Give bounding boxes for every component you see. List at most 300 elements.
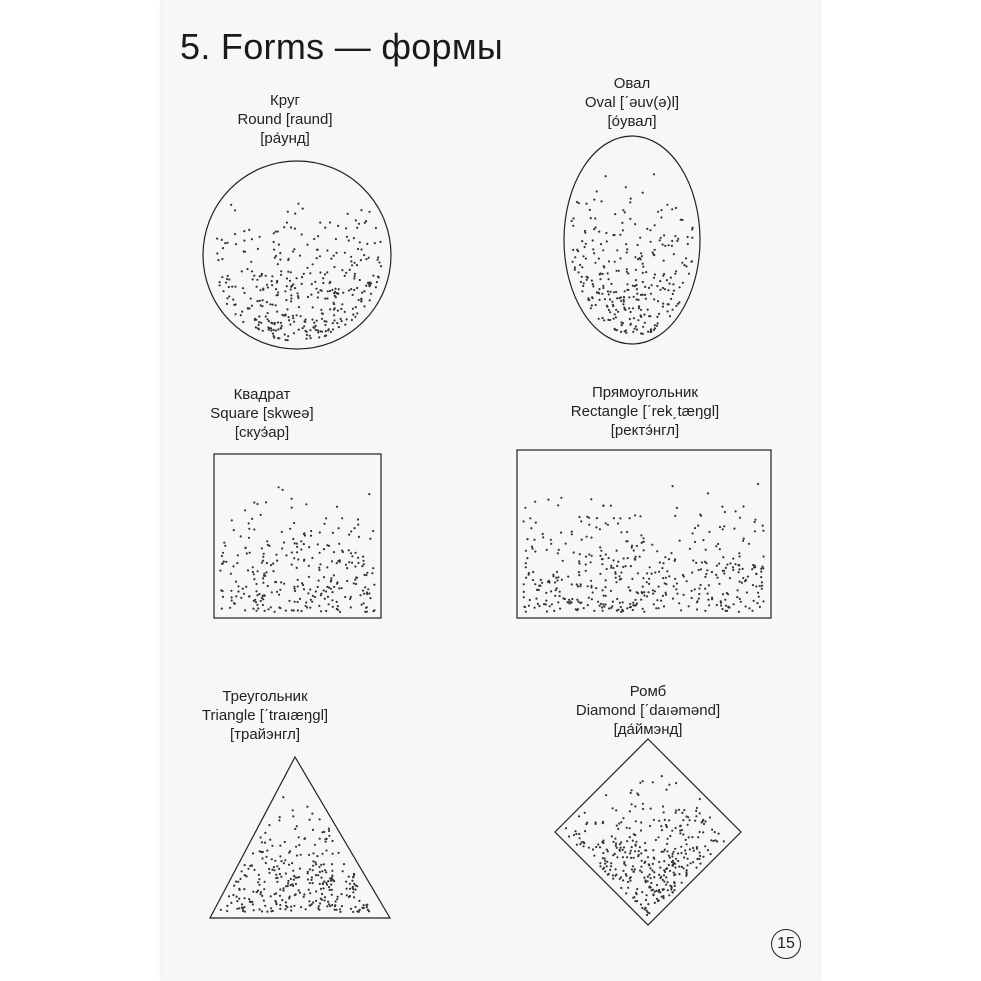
square-dot (348, 561, 350, 563)
round-dot (277, 328, 279, 330)
diamond-dot (634, 850, 636, 852)
square-dot (338, 543, 340, 545)
square-dot (233, 602, 235, 604)
triangle-dot (329, 889, 331, 891)
rectangle-dot (673, 585, 675, 587)
triangle-dot (282, 796, 284, 798)
diamond-dot (698, 851, 700, 853)
diamond-dot (671, 855, 673, 857)
square-dot (248, 528, 250, 530)
square-dot (336, 581, 338, 583)
oval-dot (640, 332, 642, 334)
diamond-dot (680, 825, 682, 827)
triangle-dot (284, 908, 286, 910)
oval-dot (574, 266, 576, 268)
triangle-dot (268, 872, 270, 874)
round-dot (337, 225, 339, 227)
round-dot (262, 330, 264, 332)
oval-dot (642, 266, 644, 268)
oval-dot (671, 240, 673, 242)
triangle-dot (287, 885, 289, 887)
triangle-dot (244, 874, 246, 876)
diamond-dot (664, 819, 666, 821)
diamond-dot (644, 879, 646, 881)
triangle-dot (226, 910, 228, 912)
round-dot (313, 327, 315, 329)
rectangle-dot (629, 603, 631, 605)
triangle-dot (331, 878, 333, 880)
oval-dot (606, 306, 608, 308)
diamond-dot (662, 895, 664, 897)
round-dot (296, 292, 298, 294)
round-dot (352, 308, 354, 310)
square-dot (318, 567, 320, 569)
rectangle-dot (535, 598, 537, 600)
round-dot (280, 270, 282, 272)
triangle-dot (279, 908, 281, 910)
square-dot (249, 595, 251, 597)
square-dot (318, 580, 320, 582)
diamond-dot (665, 824, 667, 826)
triangle-dot (290, 878, 292, 880)
rectangle-dot (642, 537, 644, 539)
square-dot (300, 548, 302, 550)
rectangle-dot (564, 598, 566, 600)
triangle-dot (294, 894, 296, 896)
triangle-dot (319, 871, 321, 873)
square-dot (333, 551, 335, 553)
diamond-dot (681, 882, 683, 884)
triangle-dot (296, 877, 298, 879)
round-dot (273, 337, 275, 339)
rectangle-dot (727, 606, 729, 608)
diamond-dot (633, 896, 635, 898)
diamond-dot (684, 849, 686, 851)
triangle-dot (246, 875, 248, 877)
oval-dot (581, 276, 583, 278)
rectangle-dot (696, 600, 698, 602)
diamond-dot (669, 857, 671, 859)
round-dot (286, 222, 288, 224)
oval-dot (688, 273, 690, 275)
rectangle-dot (578, 571, 580, 573)
square-dot (261, 547, 263, 549)
oval-dot (599, 273, 601, 275)
diamond-dot (632, 897, 634, 899)
rectangle-dot (763, 555, 765, 557)
triangle-dot (331, 889, 333, 891)
triangle-dot (309, 868, 311, 870)
diamond-dot (686, 864, 688, 866)
triangle-dot (303, 893, 305, 895)
oval-dot (620, 331, 622, 333)
round-dot (226, 242, 228, 244)
square-dot (319, 531, 321, 533)
diamond-dot (696, 848, 698, 850)
round-dot (275, 330, 277, 332)
triangle-dot (279, 816, 281, 818)
square-dot (330, 577, 332, 579)
triangle-dot (250, 865, 252, 867)
square-dot (263, 553, 265, 555)
diamond-dot (702, 820, 704, 822)
diamond-dot (704, 820, 706, 822)
diamond-dot (637, 794, 639, 796)
triangle-dot (334, 904, 336, 906)
oval-dot (660, 237, 662, 239)
rectangle-dot (541, 582, 543, 584)
square-dot (293, 609, 295, 611)
triangle-dot (279, 845, 281, 847)
rectangle-dot (642, 586, 644, 588)
square-dot (356, 577, 358, 579)
oval-dot (668, 303, 670, 305)
round-dot (216, 238, 218, 240)
triangle-dot (243, 888, 245, 890)
round-dot (230, 204, 232, 206)
oval-dot (669, 283, 671, 285)
oval-dot (622, 229, 624, 231)
oval-dot (657, 300, 659, 302)
oval-dot (615, 309, 617, 311)
diamond-dot (650, 808, 652, 810)
oval-dot (691, 237, 693, 239)
diamond-dot (631, 803, 633, 805)
rectangle-dot (550, 539, 552, 541)
oval-dot (622, 209, 624, 211)
rectangle-dot (631, 547, 633, 549)
rectangle-dot (556, 579, 558, 581)
rectangle-dot (525, 566, 527, 568)
square-dot (291, 551, 293, 553)
rectangle-dot (668, 558, 670, 560)
square-dot (346, 580, 348, 582)
triangle-dot (293, 905, 295, 907)
triangle-dot (352, 911, 354, 913)
diamond-dot (634, 900, 636, 902)
round-dot (334, 307, 336, 309)
oval-dot (640, 314, 642, 316)
oval-dot (624, 308, 626, 310)
triangle-dot (248, 898, 250, 900)
oval-dot (599, 272, 601, 274)
square-dot (222, 596, 224, 598)
triangle-dot (322, 882, 324, 884)
oval-dot (590, 307, 592, 309)
rectangle-dot (577, 601, 579, 603)
oval-dot (650, 331, 652, 333)
square-dot (222, 552, 224, 554)
oval-dot (664, 245, 666, 247)
rectangle-dot (704, 576, 706, 578)
rectangle-dot (595, 587, 597, 589)
square-dot (240, 597, 242, 599)
oval-dot (620, 296, 622, 298)
oval-dot (642, 192, 644, 194)
diamond-dot (614, 853, 616, 855)
round-dot (293, 321, 295, 323)
diamond-dot (663, 874, 665, 876)
oval-dot (657, 211, 659, 213)
oval-dot (662, 303, 664, 305)
rectangle-dot (605, 579, 607, 581)
diamond-dot (658, 861, 660, 863)
round-dot (319, 222, 321, 224)
rectangle-dot (662, 595, 664, 597)
rectangle-dot (737, 589, 739, 591)
diamond-dot (692, 861, 694, 863)
rectangle-dot (634, 605, 636, 607)
diamond-dot (639, 782, 641, 784)
square-dot (247, 569, 249, 571)
square-dot (308, 546, 310, 548)
round-dot (276, 281, 278, 283)
triangle-dot (298, 836, 300, 838)
rectangle-dot (550, 543, 552, 545)
diamond-dot (583, 842, 585, 844)
diamond-dot (642, 780, 644, 782)
round-dot (344, 324, 346, 326)
diamond-dot (663, 869, 665, 871)
oval-dot (691, 260, 693, 262)
round-dot (258, 324, 260, 326)
oval-dot (609, 311, 611, 313)
diamond-dot (608, 873, 610, 875)
diamond-dot (672, 891, 674, 893)
rectangle-dot (674, 560, 676, 562)
round-dot (266, 301, 268, 303)
rectangle-dot (620, 611, 622, 613)
round-dot (377, 256, 379, 258)
oval-dot (673, 290, 675, 292)
diamond-dot (667, 838, 669, 840)
diamond-dot (595, 823, 597, 825)
rectangle-dot (761, 588, 763, 590)
square-dot (274, 581, 276, 583)
rectangle-dot (532, 548, 534, 550)
rectangle-dot (708, 584, 710, 586)
square-dot (341, 517, 343, 519)
oval-dot (671, 208, 673, 210)
square-dot (262, 604, 264, 606)
triangle-dot (320, 864, 322, 866)
diamond-dot (663, 811, 665, 813)
square-dot (305, 503, 307, 505)
rectangle-dot (588, 553, 590, 555)
oval-dot (647, 331, 649, 333)
square-dot (255, 590, 257, 592)
oval-dot (646, 228, 648, 230)
square-dot (253, 528, 255, 530)
diamond-dot (685, 853, 687, 855)
diamond-dot (612, 878, 614, 880)
triangle-dot (331, 875, 333, 877)
round-dot (356, 227, 358, 229)
triangle-dot (285, 885, 287, 887)
diamond-dot (669, 870, 671, 872)
oval-dot (672, 293, 674, 295)
rectangle-dot (753, 600, 755, 602)
triangle-dot (329, 877, 331, 879)
square-dot (258, 593, 260, 595)
round-dot (324, 324, 326, 326)
square-dot (219, 570, 221, 572)
rectangle-dot (536, 589, 538, 591)
rectangle-shape (517, 450, 771, 618)
round-dot (253, 275, 255, 277)
square-dot (312, 595, 314, 597)
round-dot (285, 314, 287, 316)
diamond-dot (665, 789, 667, 791)
triangle-label-ru: Треугольник (222, 688, 308, 705)
diamond-dot (641, 871, 643, 873)
rectangle-dot (754, 566, 756, 568)
round-dot (349, 269, 351, 271)
diamond-dot (681, 829, 683, 831)
triangle-dot (325, 841, 327, 843)
diamond-dot (661, 851, 663, 853)
square-dot (268, 545, 270, 547)
diamond-dot (588, 847, 590, 849)
rectangle-dot (538, 605, 540, 607)
round-dot (357, 248, 359, 250)
diamond-dot (607, 874, 609, 876)
round-dot (328, 328, 330, 330)
oval-dot (603, 265, 605, 267)
round-dot (271, 280, 273, 282)
triangle-dot (298, 844, 300, 846)
round-dot (216, 252, 218, 254)
diamond-dot (656, 884, 658, 886)
diamond-dot (636, 888, 638, 890)
round-dot (287, 259, 289, 261)
round-dot (219, 284, 221, 286)
square-dot (366, 593, 368, 595)
round-dot (251, 270, 253, 272)
oval-dot (645, 298, 647, 300)
diamond-dot (579, 837, 581, 839)
triangle-dot (331, 894, 333, 896)
round-dot (240, 314, 242, 316)
triangle-dot (238, 907, 240, 909)
round-dot (306, 244, 308, 246)
triangle-dot (321, 893, 323, 895)
rectangle-dot (538, 585, 540, 587)
round-dot (348, 239, 350, 241)
square-dot (267, 585, 269, 587)
rectangle-dot (746, 591, 748, 593)
triangle-dot (282, 887, 284, 889)
triangle-dot (252, 891, 254, 893)
round-dot (315, 288, 317, 290)
triangle-dot (352, 887, 354, 889)
triangle-dot (366, 904, 368, 906)
triangle-dot (258, 878, 260, 880)
square-dot (303, 560, 305, 562)
rectangle-dot (525, 550, 527, 552)
square-dot (323, 523, 325, 525)
square-dot (264, 595, 266, 597)
round-dot (299, 255, 301, 257)
rectangle-dot (698, 593, 700, 595)
round-dot (297, 297, 299, 299)
rectangle-dot (720, 602, 722, 604)
triangle-label (135, 687, 395, 744)
diamond-dot (661, 775, 663, 777)
triangle-dot (233, 885, 235, 887)
diamond-dot (643, 877, 645, 879)
triangle-dot (257, 890, 259, 892)
rectangle-dot (623, 557, 625, 559)
round-dot (226, 297, 228, 299)
round-dot (248, 229, 250, 231)
diamond-dot (672, 853, 674, 855)
rectangle-dot (732, 569, 734, 571)
rectangle-dot (627, 557, 629, 559)
diamond-dot (671, 861, 673, 863)
rectangle-dot (610, 590, 612, 592)
square-dot (296, 546, 298, 548)
round-dot (364, 222, 366, 224)
triangle-dot (276, 865, 278, 867)
rectangle-dot (745, 605, 747, 607)
rectangle-dot (620, 606, 622, 608)
triangle-dot (315, 900, 317, 902)
diamond-dot (674, 848, 676, 850)
rectangle-dot (587, 604, 589, 606)
square-dot (293, 557, 295, 559)
rectangle-dot (725, 605, 727, 607)
diamond-dot (641, 907, 643, 909)
square-dot (288, 600, 290, 602)
oval-dot (602, 273, 604, 275)
rectangle-dot (618, 575, 620, 577)
rectangle-dot (646, 572, 648, 574)
diamond-label-pron: [да́ймэнд] (613, 721, 683, 738)
oval-dot (669, 315, 671, 317)
triangle-dot (288, 897, 290, 899)
rectangle-dot (585, 556, 587, 558)
square-dot (256, 604, 258, 606)
diamond-dot (659, 877, 661, 879)
round-dot (290, 271, 292, 273)
round-dot (352, 294, 354, 296)
round-dot (279, 259, 281, 261)
round-dot (290, 297, 292, 299)
diamond-dot (659, 891, 661, 893)
diamond-dot (627, 887, 629, 889)
rectangle-dot (539, 585, 541, 587)
rectangle-dot (529, 599, 531, 601)
oval-dot (637, 319, 639, 321)
oval-dot (574, 256, 576, 258)
square-dot (350, 530, 352, 532)
diamond-dot (629, 810, 631, 812)
oval-dot (584, 232, 586, 234)
diamond-dot (648, 864, 650, 866)
square-dot (232, 565, 234, 567)
square-dot (293, 522, 295, 524)
rectangle-dot (676, 593, 678, 595)
diamond-dot (574, 830, 576, 832)
triangle-dot (249, 901, 251, 903)
rectangle-dot (559, 591, 561, 593)
square-dot (266, 562, 268, 564)
rectangle-dot (625, 565, 627, 567)
triangle-dot (303, 838, 305, 840)
rectangle-dot (694, 541, 696, 543)
diamond-dot (666, 850, 668, 852)
